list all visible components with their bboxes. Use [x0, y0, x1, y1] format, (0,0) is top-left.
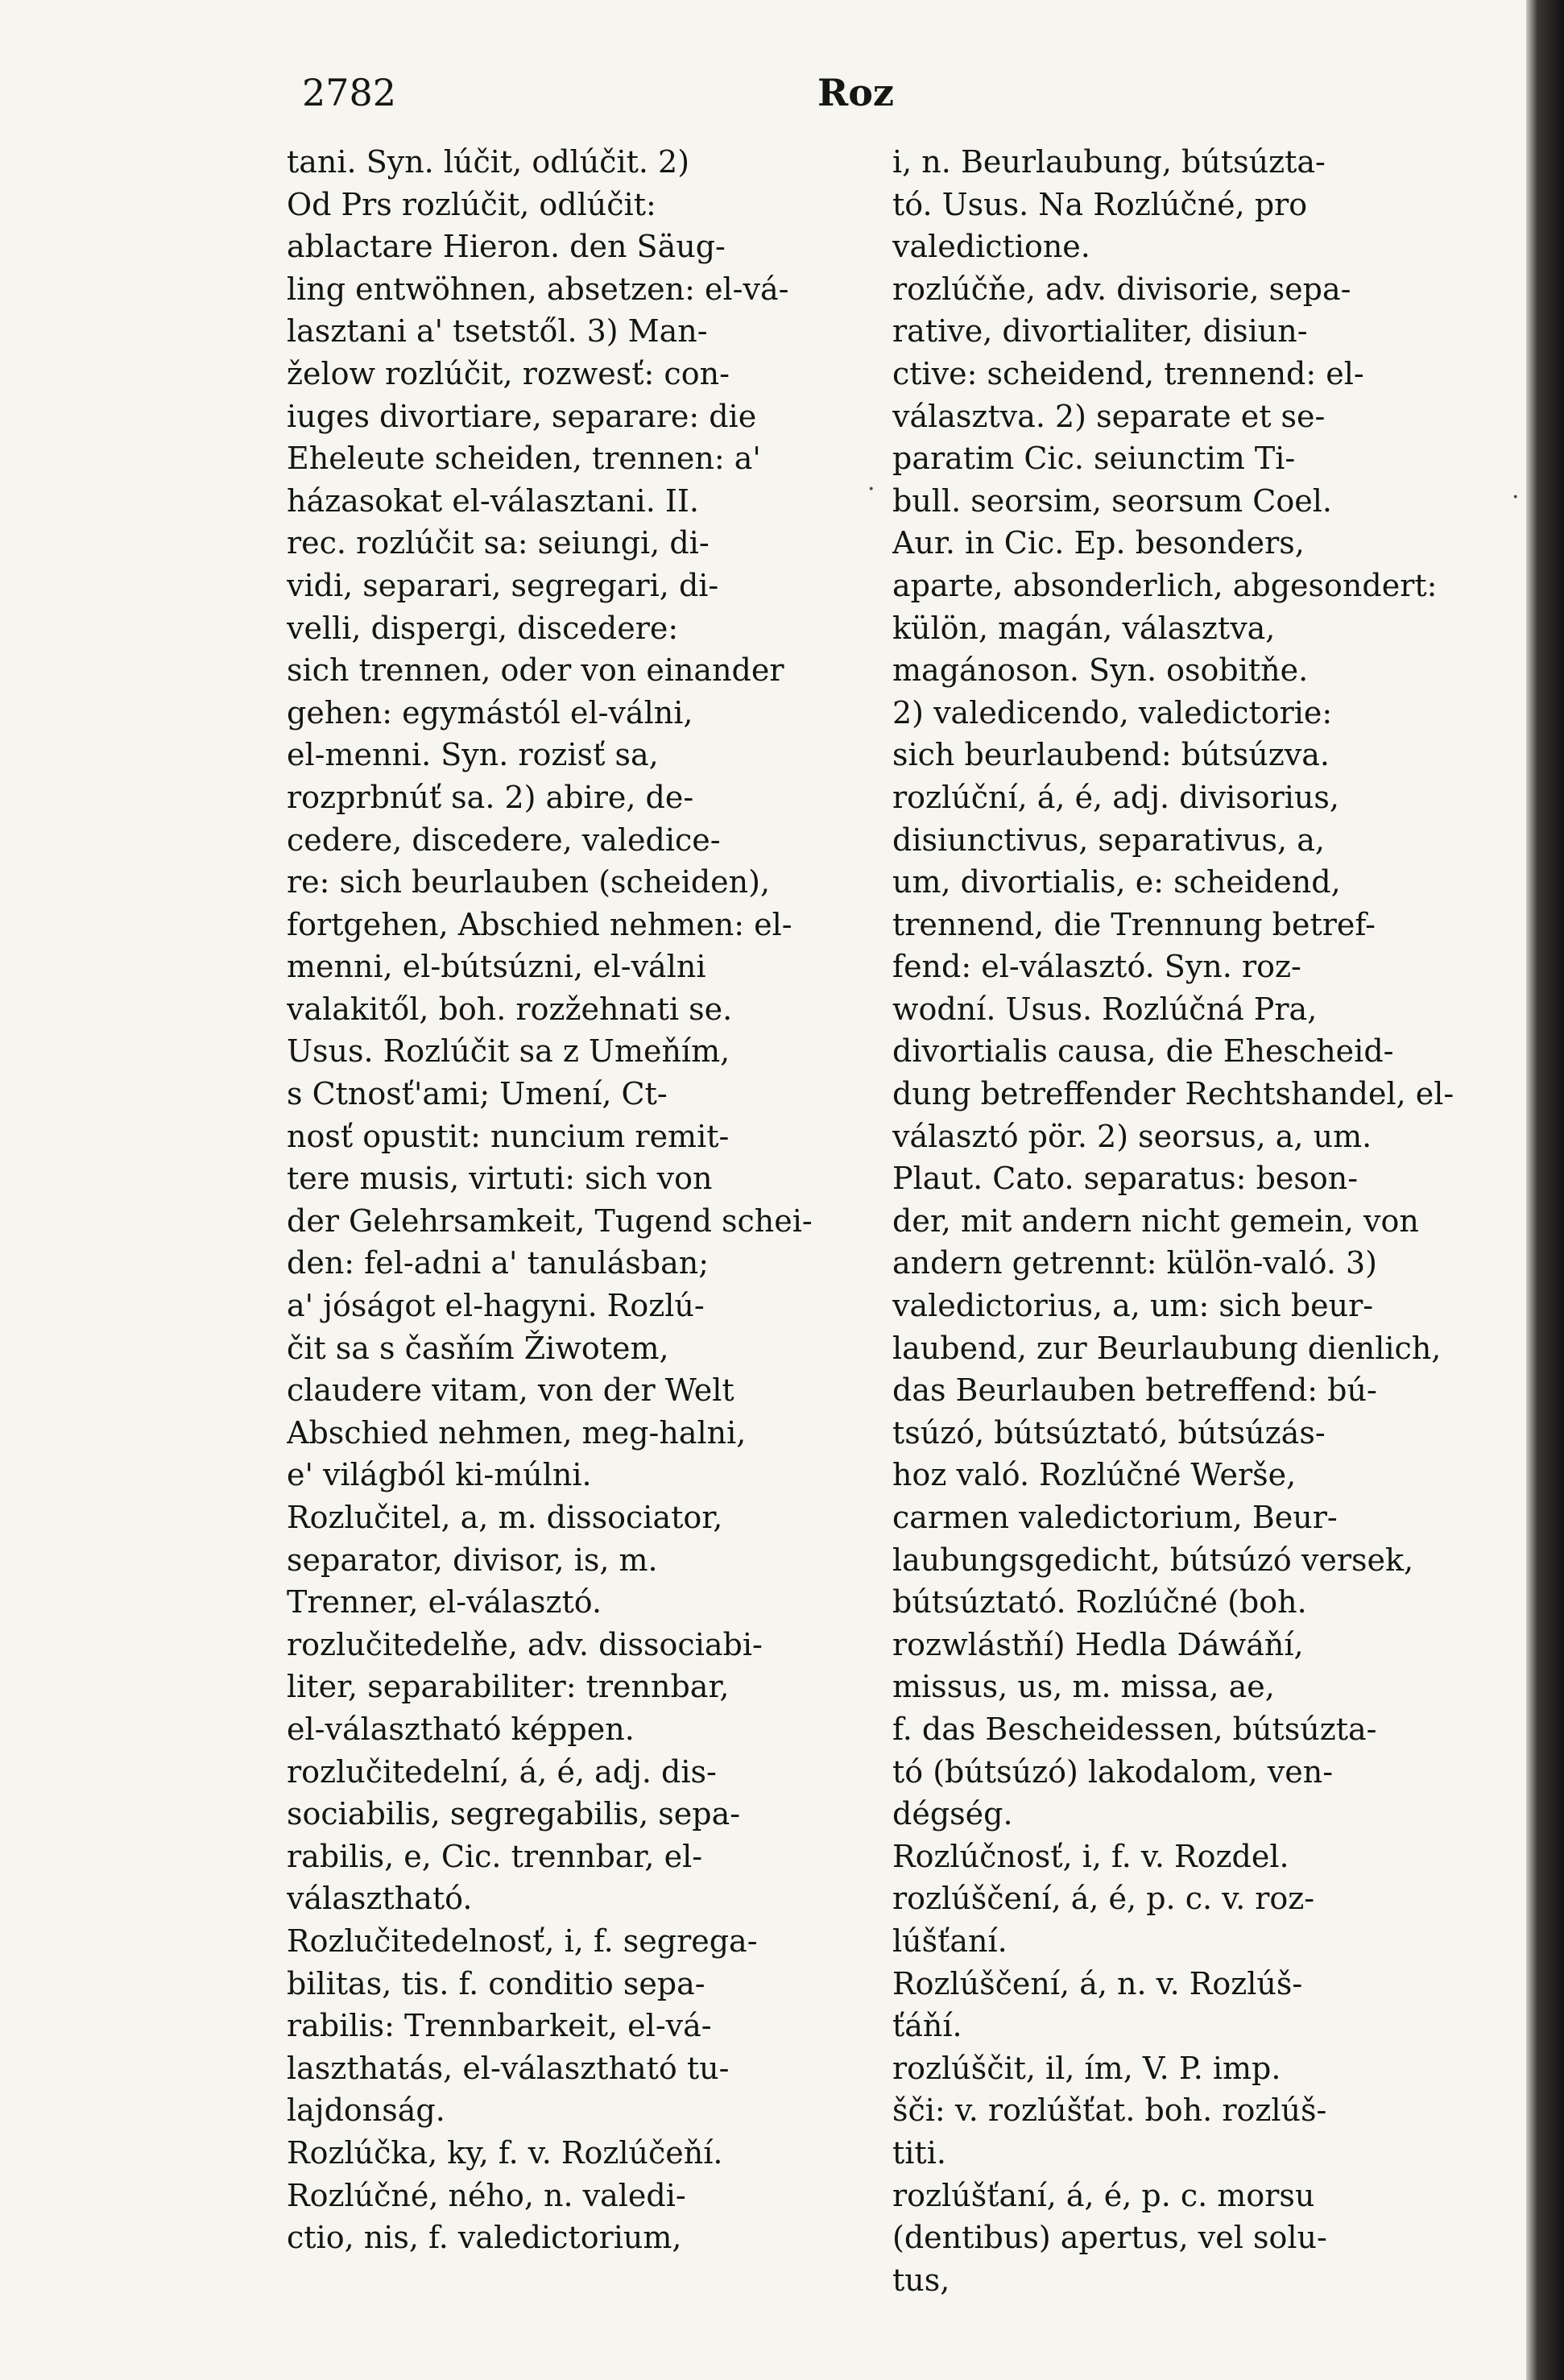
- text-line: tani. Syn. lúčit, odlúčit. 2): [287, 144, 690, 180]
- text-line: fend: el-választó. Syn. roz-: [892, 949, 1301, 985]
- text-line: separator, divisor, is, m.: [287, 1542, 658, 1578]
- text-line: Rozlúčka, ky, f. v. Rozlúčeňí.: [287, 2134, 723, 2171]
- text-line: dégség.: [892, 1796, 1013, 1832]
- text-line: rozlúčňe, adv. divisorie, sepa-: [892, 271, 1351, 307]
- text-line: dung betreffender Rechtshandel, el-: [892, 1076, 1454, 1112]
- text-line: Plaut. Cato. separatus: beson-: [892, 1161, 1359, 1197]
- text-line: el-választható képpen.: [287, 1711, 635, 1747]
- text-line: der, mit andern nicht gemein, von: [892, 1202, 1419, 1239]
- text-line: iuges divortiare, separare: die: [287, 398, 757, 434]
- text-line: hoz való. Rozlúčné Werše,: [892, 1457, 1297, 1493]
- text-line: vidi, separari, segregari, di-: [287, 567, 719, 603]
- text-line: házasokat el-választani. II.: [287, 482, 699, 519]
- text-line: titi.: [892, 2134, 946, 2171]
- text-line: das Beurlauben betreffend: bú-: [892, 1372, 1377, 1409]
- text-line: külön, magán, választva,: [892, 610, 1276, 646]
- text-line: čit sa s časňím Žiwotem,: [287, 1330, 669, 1366]
- text-line: sociabilis, segregabilis, sepa-: [287, 1796, 741, 1832]
- text-line: tó. Usus. Na Rozlúčné, pro: [892, 186, 1308, 222]
- text-line: tsúzó, bútsúztató, bútsúzás-: [892, 1414, 1326, 1451]
- text-line: ablactare Hieron. den Säug-: [287, 229, 726, 265]
- text-line: e' világból ki-múlni.: [287, 1457, 592, 1493]
- text-line: választó pör. 2) seorsus, a, um.: [892, 1118, 1372, 1154]
- left-column: [287, 141, 870, 2259]
- text-line: választható.: [287, 1881, 473, 1917]
- text-line: s Ctnosť'ami; Umení, Ct-: [287, 1076, 668, 1112]
- text-line: paratim Cic. seiunctim Ti-: [892, 441, 1296, 477]
- text-line: re: sich beurlauben (scheiden),: [287, 864, 771, 900]
- text-line: menni, el-bútsúzni, el-válni: [287, 949, 706, 985]
- text-line: claudere vitam, von der Welt: [287, 1372, 734, 1409]
- text-line: rozlučitedelní, á, é, adj. dis-: [287, 1753, 717, 1790]
- text-line: želow rozlúčit, rozwesť: con-: [287, 355, 730, 391]
- text-line: ctive: scheidend, trennend: el-: [892, 355, 1364, 391]
- text-line: divortialis causa, die Ehescheid-: [892, 1033, 1394, 1070]
- page-number: 2782: [302, 71, 397, 114]
- text-line: tere musis, virtuti: sich von: [287, 1161, 713, 1197]
- margin-mark: ·: [867, 475, 875, 503]
- text-line: rozlučitedelňe, adv. dissociabi-: [287, 1626, 763, 1662]
- text-line: rozprbnúť sa. 2) abire, de-: [287, 779, 694, 815]
- text-line: f. das Bescheidessen, bútsúzta-: [892, 1711, 1377, 1747]
- text-line: rozlúščení, á, é, p. c. v. roz-: [892, 1881, 1315, 1917]
- text-line: rec. rozlúčit sa: seiungi, di-: [287, 525, 710, 561]
- text-line: Rozlúčnosť, i, f. v. Rozdel.: [892, 1838, 1289, 1874]
- text-line: (dentibus) apertus, vel solu-: [892, 2220, 1327, 2256]
- text-line: šči: v. rozlúšťat. boh. rozlúš-: [892, 2092, 1327, 2129]
- text-line: valakitől, boh. rozžehnati se.: [287, 991, 733, 1027]
- text-line: carmen valedictorium, Beur-: [892, 1500, 1338, 1535]
- text-line: nosť opustit: nuncium remit-: [287, 1118, 730, 1154]
- text-line: gehen: egymástól el-válni,: [287, 694, 693, 731]
- text-line: wodní. Usus. Rozlúčná Pra,: [892, 991, 1318, 1027]
- text-line: trennend, die Trennung betref-: [892, 906, 1376, 942]
- text-line: i, n. Beurlaubung, bútsúzta-: [892, 144, 1326, 180]
- text-line: ťáňí.: [892, 2008, 962, 2044]
- text-line: ling entwöhnen, absetzen: el-vá-: [287, 271, 789, 307]
- text-line: Usus. Rozlúčit sa z Umeňím,: [287, 1033, 730, 1070]
- text-line: laubend, zur Beurlaubung dienlich,: [892, 1330, 1442, 1366]
- text-line: bilitas, tis. f. conditio sepa-: [287, 1965, 705, 2001]
- text-line: den: fel-adni a' tanulásban;: [287, 1245, 710, 1281]
- text-line: bútsúztató. Rozlúčné (boh.: [892, 1584, 1307, 1620]
- text-line: a' jóságot el-hagyni. Rozlú-: [287, 1288, 705, 1324]
- text-line: Abschied nehmen, meg-halni,: [287, 1414, 747, 1451]
- right-column: [892, 141, 1471, 2301]
- text-line: um, divortialis, e: scheidend,: [892, 864, 1341, 900]
- text-line: velli, dispergi, discedere:: [287, 610, 679, 646]
- text-line: aparte, absonderlich, abgesondert:: [892, 567, 1438, 603]
- text-line: választva. 2) separate et se-: [892, 398, 1326, 434]
- text-line: ctio, nis, f. valedictorium,: [287, 2220, 682, 2256]
- text-line: lúšťaní.: [892, 1923, 1007, 1959]
- text-line: tó (bútsúzó) lakodalom, ven-: [892, 1753, 1334, 1790]
- text-line: Rozlúščení, á, n. v. Rozlúš-: [892, 1965, 1303, 2001]
- text-line: rabilis, e, Cic. trennbar, el-: [287, 1838, 703, 1874]
- text-line: Rozlučitel, a, m. dissociator,: [287, 1500, 723, 1535]
- text-line: disiunctivus, separativus, a,: [892, 822, 1325, 858]
- text-line: rabilis: Trennbarkeit, el-vá-: [287, 2008, 712, 2044]
- text-line: der Gelehrsamkeit, Tugend schei-: [287, 1202, 813, 1239]
- text-line: cedere, discedere, valedice-: [287, 822, 721, 858]
- book-spine-shadow: [1526, 0, 1564, 2380]
- text-line: laubungsgedicht, bútsúzó versek,: [892, 1542, 1414, 1578]
- text-line: el-menni. Syn. rozisť sa,: [287, 737, 659, 773]
- text-line: tus,: [892, 2262, 950, 2298]
- text-line: Eheleute scheiden, trennen: a': [287, 441, 761, 477]
- text-line: fortgehen, Abschied nehmen: el-: [287, 906, 792, 942]
- text-line: Rozlúčné, ného, n. valedi-: [287, 2177, 686, 2213]
- text-line: liter, separabiliter: trennbar,: [287, 1669, 730, 1705]
- text-line: rative, divortialiter, disiun-: [892, 313, 1308, 350]
- text-line: rozlúšťaní, á, é, p. c. morsu: [892, 2177, 1315, 2213]
- text-line: 2) valedicendo, valedictorie:: [892, 694, 1333, 731]
- text-line: rozlúščit, il, ím, V. P. imp.: [892, 2050, 1281, 2086]
- text-line: Od Prs rozlúčit, odlúčit:: [287, 186, 656, 222]
- text-line: Rozlučitedelnosť, i, f. segrega-: [287, 1923, 758, 1959]
- text-line: valedictorius, a, um: sich beur-: [892, 1288, 1374, 1324]
- text-line: sich beurlaubend: bútsúzva.: [892, 737, 1330, 773]
- running-head: Roz: [817, 71, 895, 114]
- text-line: Aur. in Cic. Ep. besonders,: [892, 525, 1305, 561]
- page-header: [0, 71, 1526, 119]
- text-line: laszthatás, el-választható tu-: [287, 2050, 730, 2086]
- text-line: magánoson. Syn. osobitňe.: [892, 652, 1309, 689]
- text-line: lasztani a' tsetstől. 3) Man-: [287, 313, 708, 350]
- text-line: bull. seorsim, seorsum Coel.: [892, 482, 1332, 519]
- margin-mark: ·: [1512, 483, 1520, 511]
- text-line: sich trennen, oder von einander: [287, 652, 784, 689]
- text-line: andern getrennt: külön-való. 3): [892, 1245, 1377, 1281]
- text-line: rozwlástňí) Hedla Dáwáňí,: [892, 1626, 1304, 1662]
- text-line: rozlúční, á, é, adj. divisorius,: [892, 779, 1339, 815]
- text-line: Trenner, el-választó.: [287, 1584, 602, 1620]
- text-line: missus, us, m. missa, ae,: [892, 1669, 1275, 1705]
- text-line: lajdonság.: [287, 2092, 445, 2129]
- text-line: valedictione.: [892, 229, 1090, 265]
